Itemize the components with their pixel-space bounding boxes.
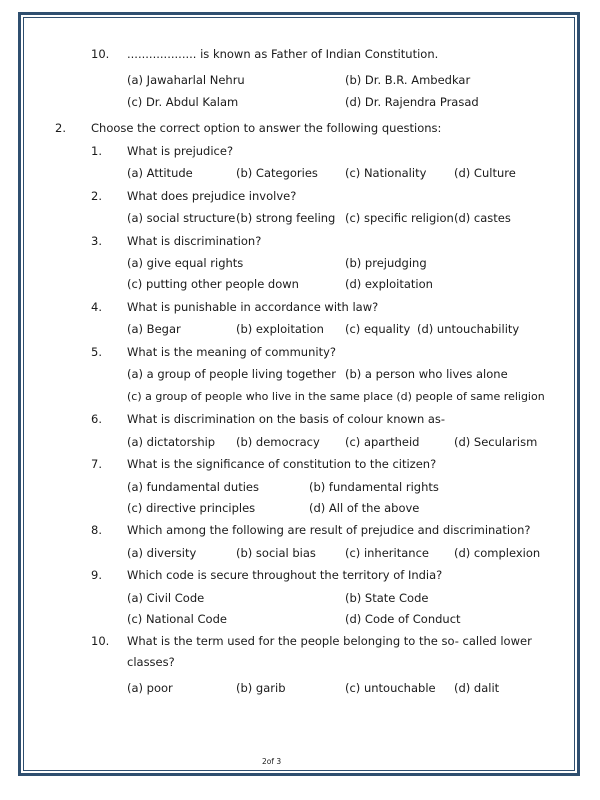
option-c: (c) Nationality [345,166,427,180]
question-text-line1: What is the term used for the people belonging to the so- called lower [127,634,532,648]
option-c: (c) National Code [127,612,227,626]
option-c: (c) Dr. Abdul Kalam [127,95,239,109]
option-c: (c) inheritance [345,546,429,560]
option-d: (d) complexion [454,546,541,560]
option-b: (b) strong feeling [236,211,336,225]
option-d: (d) Dr. Rajendra Prasad [345,95,479,109]
question-number: 9. [91,568,102,582]
question-text: Which among the following are result of prejudice and discrimination? [127,523,531,537]
option-d: (d) Culture [454,166,516,180]
option-a: (a) dictatorship [127,435,216,449]
option-c: (c) equality [345,322,411,336]
option-b: (b) democracy [236,435,320,449]
option-a: (a) fundamental duties [127,480,259,494]
option-c: (c) specific religion [345,211,454,225]
question-text: What is discrimination? [127,234,262,248]
option-b: (b) social bias [236,546,316,560]
option-c: (c) putting other people down [127,277,299,291]
option-c: (c) directive principles [127,501,256,515]
option-a: (a) Begar [127,322,181,336]
option-b: (b) exploitation [236,322,324,336]
question-number: 10. [91,634,110,648]
option-a: (a) diversity [127,546,197,560]
option-a: (a) Jawaharlal Nehru [127,73,245,87]
question-number: 3. [91,234,102,248]
option-b: (b) fundamental rights [309,480,439,494]
option-c-d: (c) a group of people who live in the same place (d) people of same religion [127,390,545,403]
section-heading: Choose the correct option to answer the following questions: [91,121,442,135]
section-number: 2. [55,121,66,135]
question-text: What is prejudice? [127,144,234,158]
question-number: 4. [91,300,102,314]
option-b: (b) Categories [236,166,318,180]
option-b: (b) a person who lives alone [345,367,508,381]
question-number: 8. [91,523,102,537]
option-d: (d) Code of Conduct [345,612,461,626]
question-number: 6. [91,412,102,426]
option-d: (d) dalit [454,681,500,695]
option-d: (d) Secularism [454,435,538,449]
option-a: (a) Civil Code [127,591,205,605]
question-number: 10. [91,47,110,61]
option-a: (a) give equal rights [127,256,244,270]
option-b: (b) State Code [345,591,429,605]
option-a: (a) a group of people living together [127,367,336,381]
question-number: 7. [91,457,102,471]
option-a: (a) poor [127,681,173,695]
option-b: (b) garib [236,681,286,695]
question-text: Which code is secure throughout the territory of India? [127,568,443,582]
option-b: (b) Dr. B.R. Ambedkar [345,73,471,87]
question-text: What is punishable in accordance with law? [127,300,379,314]
question-number: 2. [91,189,102,203]
option-d: (d) untouchability [417,322,520,336]
question-text: What is the significance of constitution to the citizen? [127,457,437,471]
question-number: 1. [91,144,102,158]
question-number: 5. [91,345,102,359]
page-number: 2of 3 [262,757,282,766]
option-b: (b) prejudging [345,256,427,270]
question-text: What is the meaning of community? [127,345,336,359]
option-d: (d) All of the above [309,501,420,515]
option-a: (a) Attitude [127,166,193,180]
option-a: (a) social structure [127,211,236,225]
option-d: (d) castes [454,211,511,225]
question-text: ................... is known as Father of Indian Constitution. [127,47,439,61]
question-text-line2: classes? [127,655,175,669]
option-c: (c) untouchable [345,681,436,695]
question-text: What is discrimination on the basis of colour known as- [127,412,446,426]
option-c: (c) apartheid [345,435,420,449]
option-d: (d) exploitation [345,277,433,291]
question-text: What does prejudice involve? [127,189,297,203]
